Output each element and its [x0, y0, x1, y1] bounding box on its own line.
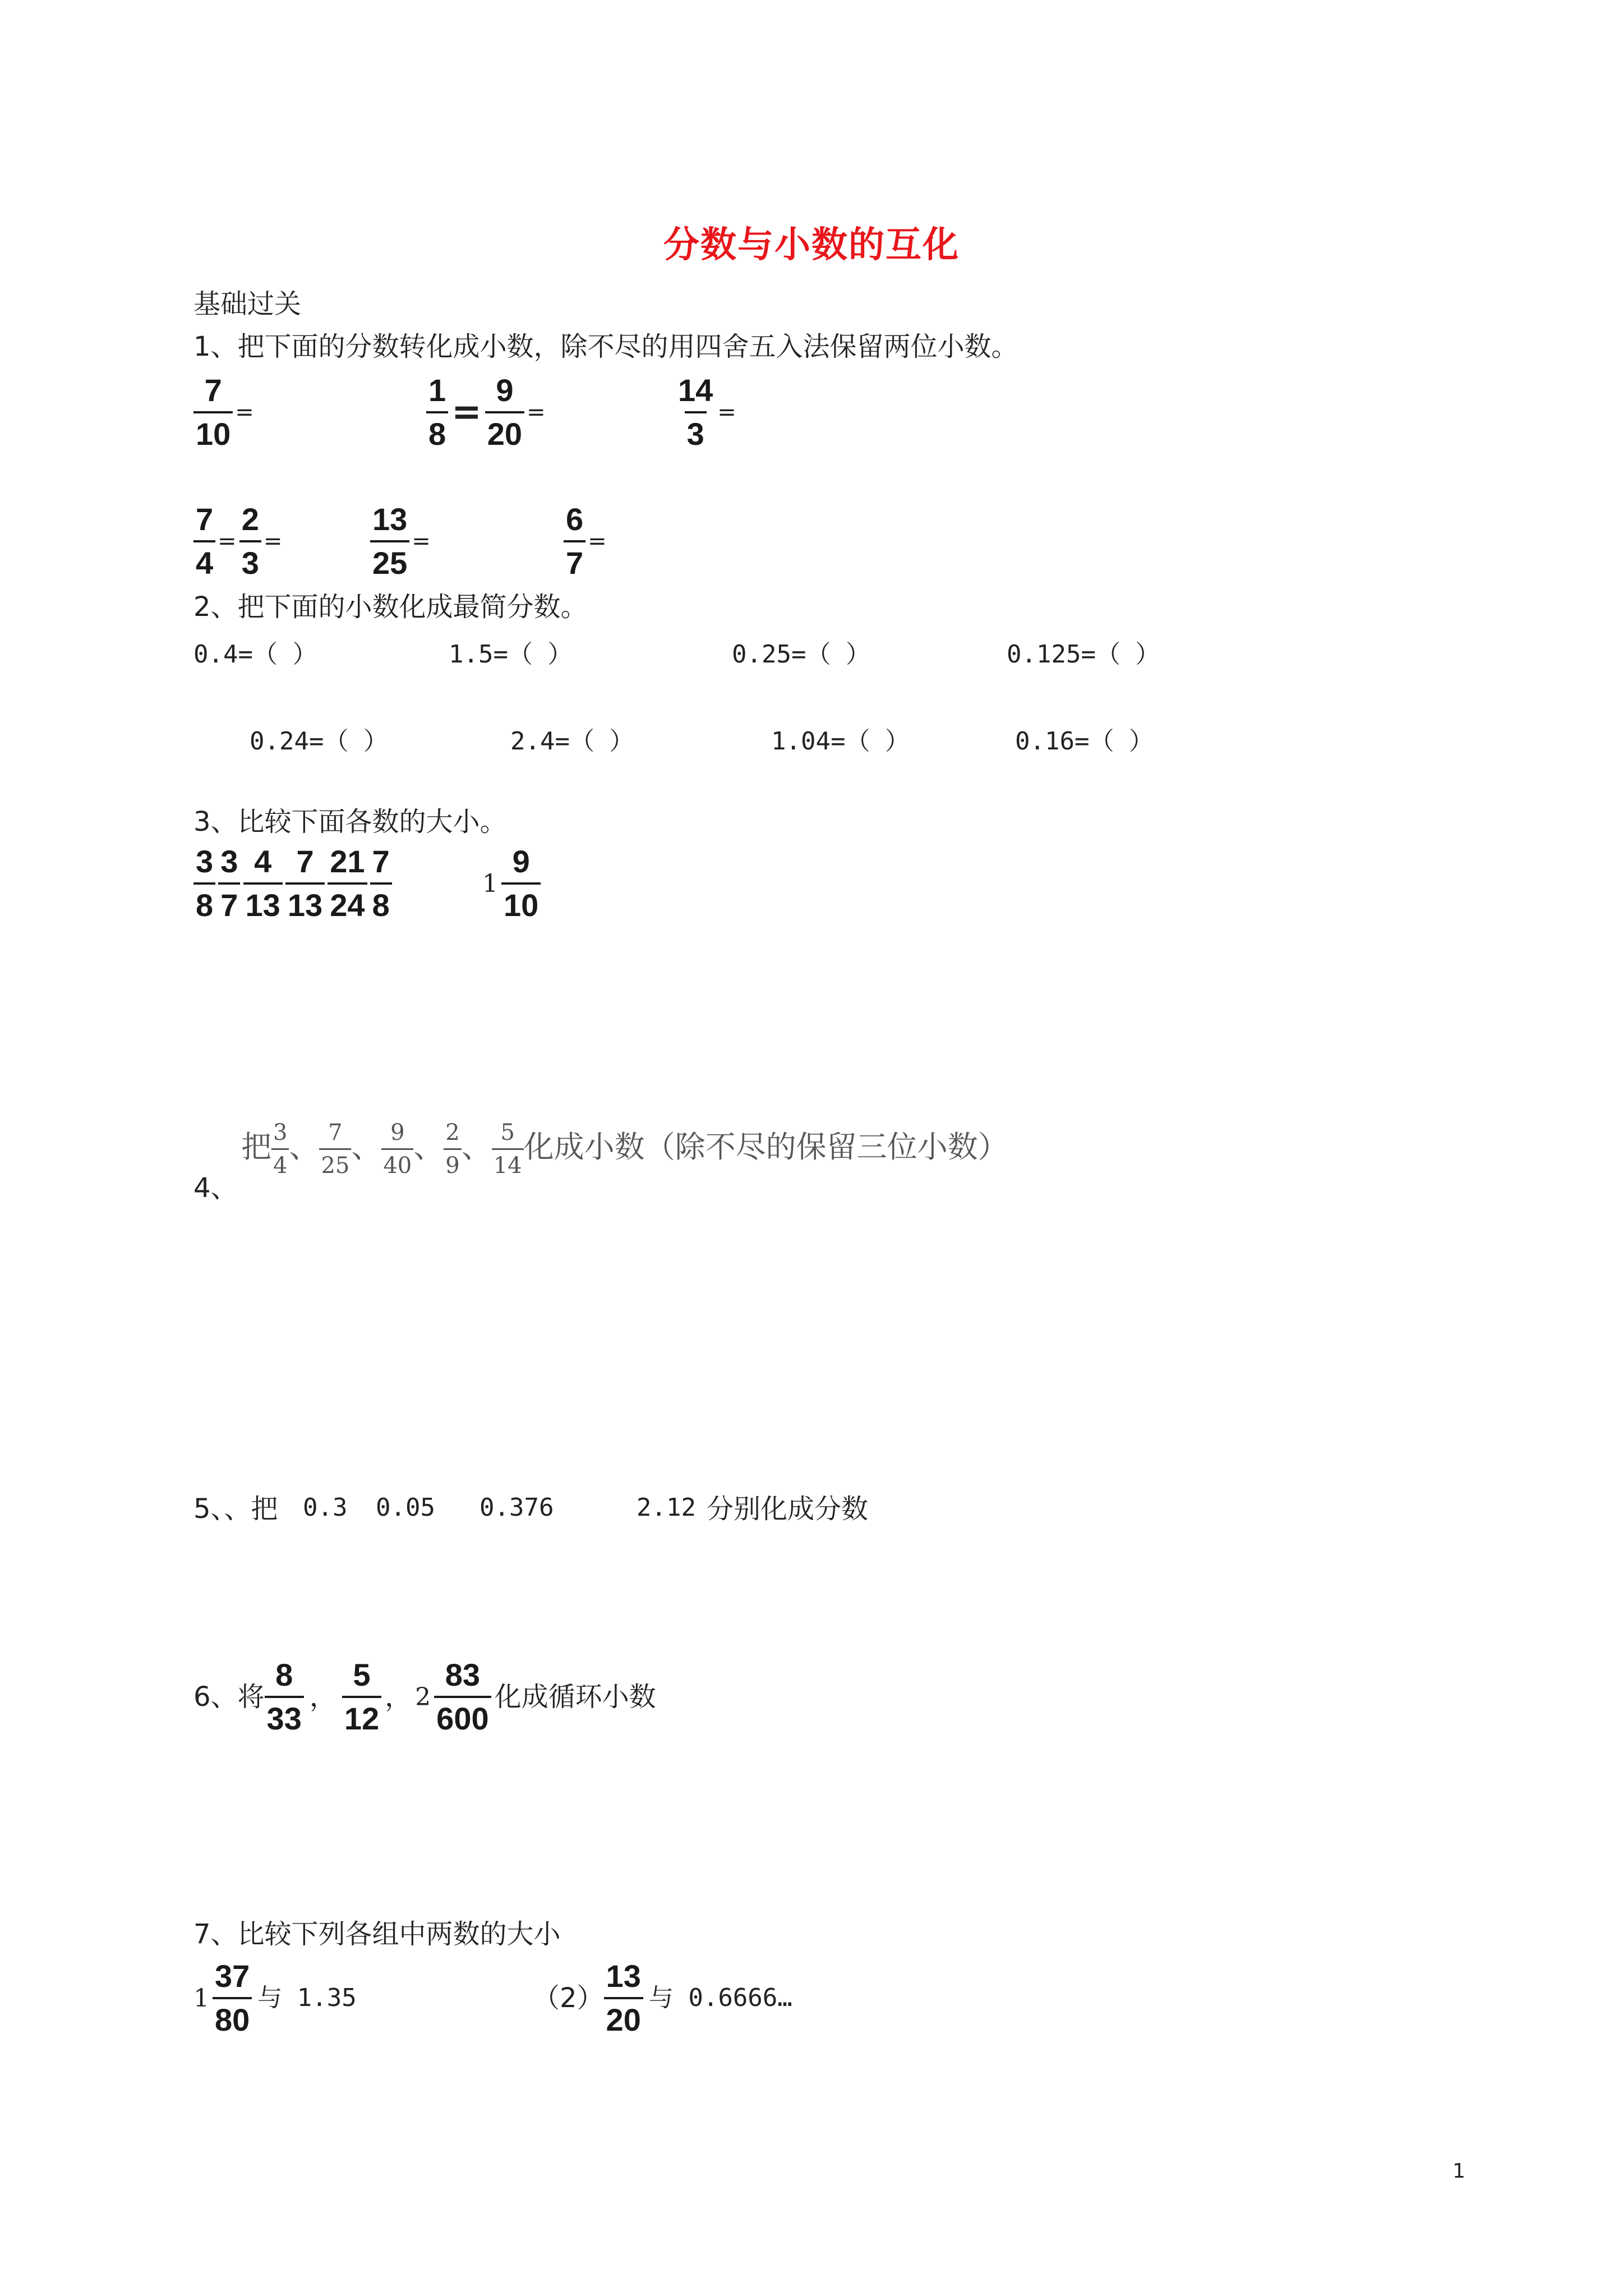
q1-item-3: $\frac{14}{3}$ =: [676, 373, 736, 452]
page-title: 分数与小数的互化: [663, 224, 960, 266]
q2-blank: 1.5=（ ）: [449, 640, 573, 669]
q2-blank: 1.04=（ ）: [771, 727, 910, 756]
fraction: $\frac{2}{9}$: [444, 1119, 461, 1179]
q1-item-1: $\frac{7}{10}$ =: [193, 373, 254, 452]
q6-statement: 6、将 $\frac{8}{33}$ ， $\frac{5}{12}$ ， 2 $\frac{83}{600}$ 化成循环小数: [193, 1657, 656, 1736]
fraction: $\frac{13}{20}$: [604, 1959, 643, 2037]
fraction: $\frac{9}{20}$: [485, 373, 524, 452]
fraction: $\frac{21}{24}$: [328, 844, 367, 923]
q4-statement: 把 $\frac{3}{4}$ 、 $\frac{7}{25}$ 、 $\frac{9}{40}$ 、 $\frac{2}{9}$ 、 $\frac{5}{14}$ 化成小数（除不尽的保留三位小数）: [241, 1120, 1008, 1179]
q5-number: 2.12: [637, 1493, 696, 1522]
fraction: $\frac{7}{25}$: [319, 1119, 351, 1179]
fraction: $\frac{1}{8}$: [426, 373, 448, 452]
q2-blank: 0.16=（ ）: [1015, 727, 1154, 756]
q5-number: 0.05: [376, 1493, 435, 1522]
fraction: $\frac{7}{13}$: [285, 844, 325, 923]
fraction: $\frac{7}{8}$: [370, 844, 392, 923]
fraction: $\frac{9}{10}$: [501, 844, 541, 923]
q5-number: 0.3: [303, 1493, 348, 1522]
q1-item-6: $\frac{6}{7}$ =: [564, 502, 607, 581]
q1-prompt: 1、把下面的分数转化成小数，除不尽的用四舍五入法保留两位小数。: [193, 331, 1018, 362]
q7-part-a: 1 $\frac{37}{80}$ 与 1.35: [193, 1958, 357, 2037]
fraction: $\frac{14}{3}$: [678, 372, 713, 452]
q1-item-5: $\frac{13}{25}$ =: [370, 502, 431, 581]
fraction: $\frac{4}{13}$: [243, 844, 283, 923]
q3-fractions: [193, 844, 392, 923]
fraction: $\frac{8}{33}$: [265, 1658, 304, 1736]
fraction: $\frac{3}{4}$: [271, 1119, 289, 1179]
q1-item-2: $\frac{1}{8}$ = $\frac{9}{20}$ =: [426, 373, 546, 452]
fraction: $\frac{3}{8}$: [193, 844, 215, 923]
q3-prompt: 3、比较下面各数的大小。: [193, 806, 507, 838]
q5-label: 5、、把: [193, 1493, 278, 1525]
fraction: $\frac{2}{3}$: [239, 502, 261, 581]
fraction: $\frac{5}{12}$: [342, 1658, 381, 1736]
q3-mixed-number: 1 $\frac{9}{10}$: [482, 844, 541, 923]
fraction: $\frac{6}{7}$: [564, 502, 585, 581]
q2-blank: 0.125=（ ）: [1007, 640, 1160, 669]
page-number: 1: [1453, 2160, 1465, 2183]
q2-prompt: 2、把下面的小数化成最简分数。: [193, 591, 588, 623]
fraction: $\frac{7}{10}$: [193, 373, 233, 452]
fraction: $\frac{9}{40}$: [381, 1119, 413, 1179]
section-heading: 基础过关: [193, 288, 302, 320]
q2-blank: 0.4=（ ）: [193, 640, 317, 669]
fraction: $\frac{3}{7}$: [218, 844, 240, 923]
fraction: $\frac{37}{80}$: [213, 1959, 252, 2037]
q2-blank: 0.24=（ ）: [250, 727, 388, 756]
q7-part-b: （2） $\frac{13}{20}$ 与 0.6666…: [533, 1958, 792, 2037]
q1-item-4: $\frac{7}{4}$ = $\frac{2}{3}$ =: [193, 502, 282, 581]
fraction: $\frac{5}{14}$: [492, 1119, 524, 1179]
fraction: $\frac{83}{600}$: [434, 1658, 491, 1736]
q5-tail: 分别化成分数: [707, 1493, 869, 1525]
fraction: $\frac{7}{4}$: [193, 502, 215, 581]
q5-number: 0.376: [479, 1493, 554, 1522]
fraction: $\frac{13}{25}$: [370, 502, 409, 581]
q2-blank: 0.25=（ ）: [732, 640, 870, 669]
q7-prompt: 7、比较下列各组中两数的大小: [193, 1918, 561, 1950]
q2-blank: 2.4=（ ）: [510, 727, 634, 756]
q4-label: 4、: [193, 1172, 238, 1204]
